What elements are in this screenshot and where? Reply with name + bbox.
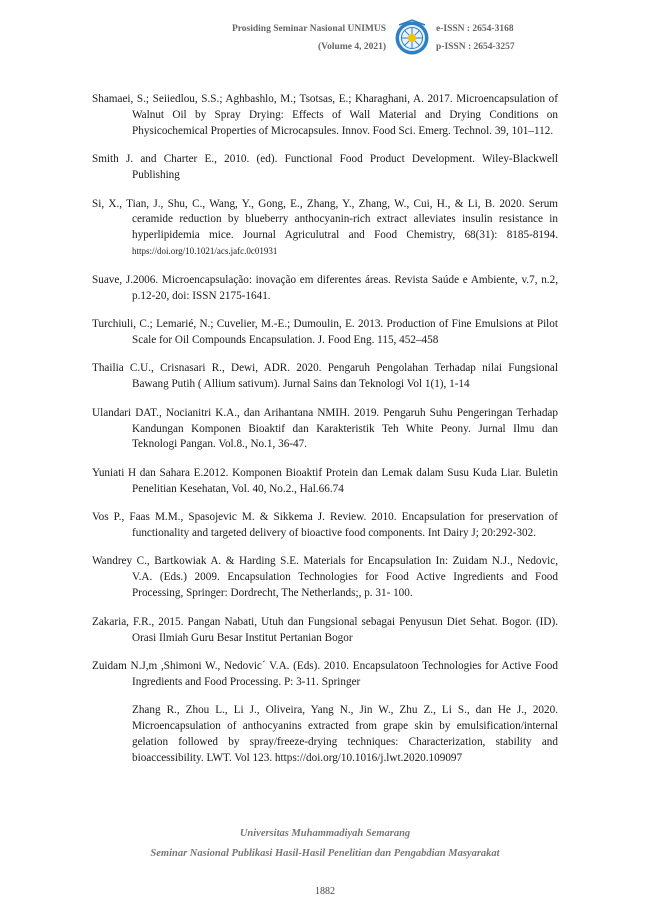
reference-item: Yuniati H dan Sahara E.2012. Komponen Bioaktif Protein dan Lemak dalam Susu Kuda Liar. Buletin Penelitian Kesehatan, Vol. 40, No.2., Hal.66.74	[92, 466, 558, 495]
reference-item: Turchiuli, C.; Lemarié, N.; Cuvelier, M.-E.; Dumoulin, E. 2013. Production of Fine Emulsions at Pilot Scale for Oil Compounds Encapsulation. J. Food Eng. 115, 452–458	[92, 317, 558, 346]
page-number: 1882	[315, 886, 335, 897]
reference-item: Zuidam N.J,m ,Shimoni W., Nedovic´ V.A. (Eds). 2010. Encapsulatoon Technologies for Active Food Ingredients and Food Processing. P: 3-11. Springer	[92, 659, 558, 688]
reference-text: Si, X., Tian, J., Shu, C., Wang, Y., Gong, E., Zhang, Y., Zhang, W., Cui, H., & Li, B. 2020. Serum ceramide reduction by blueberry anthocyanin-rich extract alleviates insulin resistance in hyperlipidemia mice. Journal Agriculutral and Food Chemistry, 68(31): 8185-8194.	[92, 197, 558, 242]
reference-item: Zhang R., Zhou L., Li J., Oliveira, Yang N., Jin W., Zhu Z., Li S., dan He J., 2020. Microencapsulation of anthocyanins extracted from grape skin by emulsification/internal gelation followed by spray/freeze-drying techniques: Characterization, stability and bioaccessibility. LWT. Vol 123. https://doi.org/10.1016/j.lwt.2020.109097	[132, 704, 558, 764]
footer-seminar: Seminar Nasional Publikasi Hasil-Hasil Penelitian dan Pengabdian Masyarakat	[150, 848, 500, 859]
reference-item: Zakaria, F.R., 2015. Pangan Nabati, Utuh dan Fungsional sebagai Penyusun Diet Sehat. Bogor. (ID). Orasi Ilmiah Guru Besar Institut Pertanian Bogor	[92, 615, 558, 644]
reference-item: Shamaei, S.; Seiiedlou, S.S.; Aghbashlo, M.; Tsotsas, E.; Kharaghani, A. 2017. Microencapsulation of Walnut Oil by Spray Drying: Effects of Wall Material and Drying Conditions on Physicochemical Properties of Microcapsules. Innov. Food Sci. Emerg. Technol. 39, 101–112.	[92, 93, 558, 137]
pissn: p-ISSN : 2654-3257	[436, 42, 515, 52]
reference-item: Thailia C.U., Crisnasari R., Dewi, ADR. 2020. Pengaruh Pengolahan Terhadap nilai Fungsional Bawang Putih ( Allium sativum). Jurnal Sains dan Teknologi Vol 1(1), 1-14	[92, 362, 558, 391]
unimus-seal-icon	[394, 18, 430, 58]
eissn: e-ISSN : 2654-3168	[436, 24, 514, 34]
volume-label: (Volume 4, 2021)	[318, 42, 386, 52]
reference-list	[92, 92, 558, 779]
reference-item: Suave, J.2006. Microencapsulação: inovação em diferentes áreas. Revista Saúde e Ambiente, v.7, n.2, p.12-20, doi: ISSN 2175-1641.	[92, 273, 558, 302]
reference-item: Vos P., Faas M.M., Spasojevic M. & Sikkema J. Review. 2010. Encapsulation for preservation of functionality and targeted delivery of bioactive food components. Int Dairy J; 20:292-302.	[92, 511, 558, 540]
reference-item: Wandrey C., Bartkowiak A. & Harding S.E. Materials for Encapsulation In: Zuidam N.J., Nedovic, V.A. (Eds.) 2009. Encapsulation Technologies for Food Active Ingredients and Food Processing, Springer: Dordrecht, The Netherlands;, p. 31- 100.	[92, 555, 558, 600]
footer-university: Universitas Muhammadiyah Semarang	[239, 828, 411, 839]
page-footer	[0, 826, 650, 862]
doi-link[interactable]: https://doi.org/10.1021/acs.jafc.0c01931	[132, 246, 278, 257]
reference-item: Smith J. and Charter E., 2010. (ed). Functional Food Product Development. Wiley-Blackwell Publishing	[92, 153, 558, 182]
reference-item	[92, 197, 558, 261]
journal-name: Prosiding Seminar Nasional UNIMUS	[231, 24, 386, 34]
page-header	[0, 18, 650, 64]
reference-item: Ulandari DAT., Nocianitri K.A., dan Arihantana NMIH. 2019. Pengaruh Suhu Pengeringan Terhadap Kandungan Komponen Bioaktif dan Karakteristik Teh White Peony. Jurnal Ilmu dan Teknologi Pangan. Vol.8., No.1, 36-47.	[92, 406, 558, 451]
